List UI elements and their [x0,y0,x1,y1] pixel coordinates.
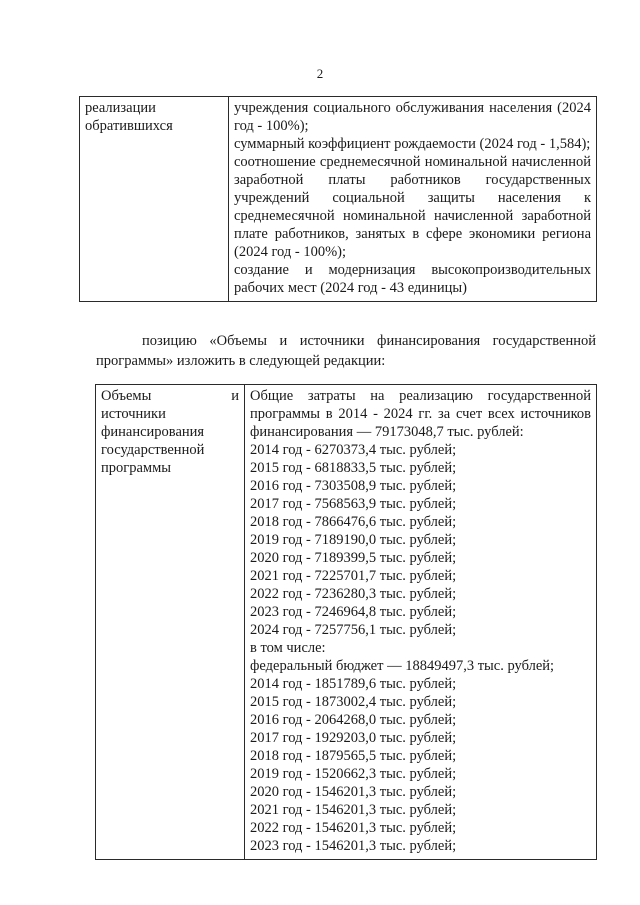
table-row [96,385,597,860]
list-item: 2017 год - 1929203,0 тыс. рублей; [250,730,457,746]
table2-right-cell [245,385,597,860]
left-heading: Объемы [101,388,152,404]
list-item: 2020 год - 1546201,3 тыс. рублей; [250,784,457,800]
list-item: 2024 год - 7257756,1 тыс. рублей; [250,622,457,638]
left-conjunction: и [231,388,239,404]
list-item: 2015 год - 6818833,5 тыс. рублей; [250,460,457,476]
table1-right-cell [229,97,597,302]
table-row [80,97,597,302]
list-item: 2021 год - 7225701,7 тыс. рублей; [250,568,457,584]
list-item: 2018 год - 7866476,6 тыс. рублей; [250,514,457,530]
list-item: 2016 год - 2064268,0 тыс. рублей; [250,712,457,728]
list-item: учреждения социального обслуживания населения (2024 год - 100%); [234,100,591,134]
left-heading-rest: источники финансирования государственной программы [101,406,205,476]
list-item: 2018 год - 1879565,5 тыс. рублей; [250,748,457,764]
including-label: в том числе: [250,640,326,656]
list-item: создание и модернизация высокопроизводительных рабочих мест (2024 год - 43 единицы) [234,262,591,296]
page-number: 2 [316,66,324,81]
list-item: 2022 год - 1546201,3 тыс. рублей; [250,820,457,836]
federal-total: федеральный бюджет — 18849497,3 тыс. рублей; [250,658,555,674]
list-item: соотношение среднемесячной номинальной начисленной заработной платы работников государственных учреждений социальной защиты населения к среднемесячной номинальной начисленной заработной плате работников, занятых в сфере экономики региона (2024 год - 100%); [234,154,591,260]
list-item: 2023 год - 1546201,3 тыс. рублей; [250,838,457,854]
body-paragraph: позицию «Объемы и источники финансирования государственной программы» изложить в следующей редакции: [96,333,596,369]
list-item: 2019 год - 1520662,3 тыс. рублей; [250,766,457,782]
list-item: 2017 год - 7568563,9 тыс. рублей; [250,496,457,512]
list-item: 2019 год - 7189190,0 тыс. рублей; [250,532,457,548]
list-item: 2016 год - 7303508,9 тыс. рублей; [250,478,457,494]
table2-left-cell [96,385,245,860]
list-item: 2015 год - 1873002,4 тыс. рублей; [250,694,457,710]
financing-intro: Общие затраты на реализацию государственной программы в 2014 - 2024 гг. за счет всех источников финансирования — 79173048,7 тыс. рублей: [250,388,591,440]
list-item: 2020 год - 7189399,5 тыс. рублей; [250,550,457,566]
table1-left-cell: реализации обратившихся [80,97,229,302]
list-item: 2022 год - 7236280,3 тыс. рублей; [250,586,457,602]
financing-table [95,384,597,860]
list-item: 2021 год - 1546201,3 тыс. рублей; [250,802,457,818]
list-item: 2014 год - 1851789,6 тыс. рублей; [250,676,457,692]
list-item: 2023 год - 7246964,8 тыс. рублей; [250,604,457,620]
table-continuation [79,96,597,302]
list-item: суммарный коэффициент рождаемости (2024 год - 1,584); [234,136,591,152]
list-item: 2014 год - 6270373,4 тыс. рублей; [250,442,457,458]
